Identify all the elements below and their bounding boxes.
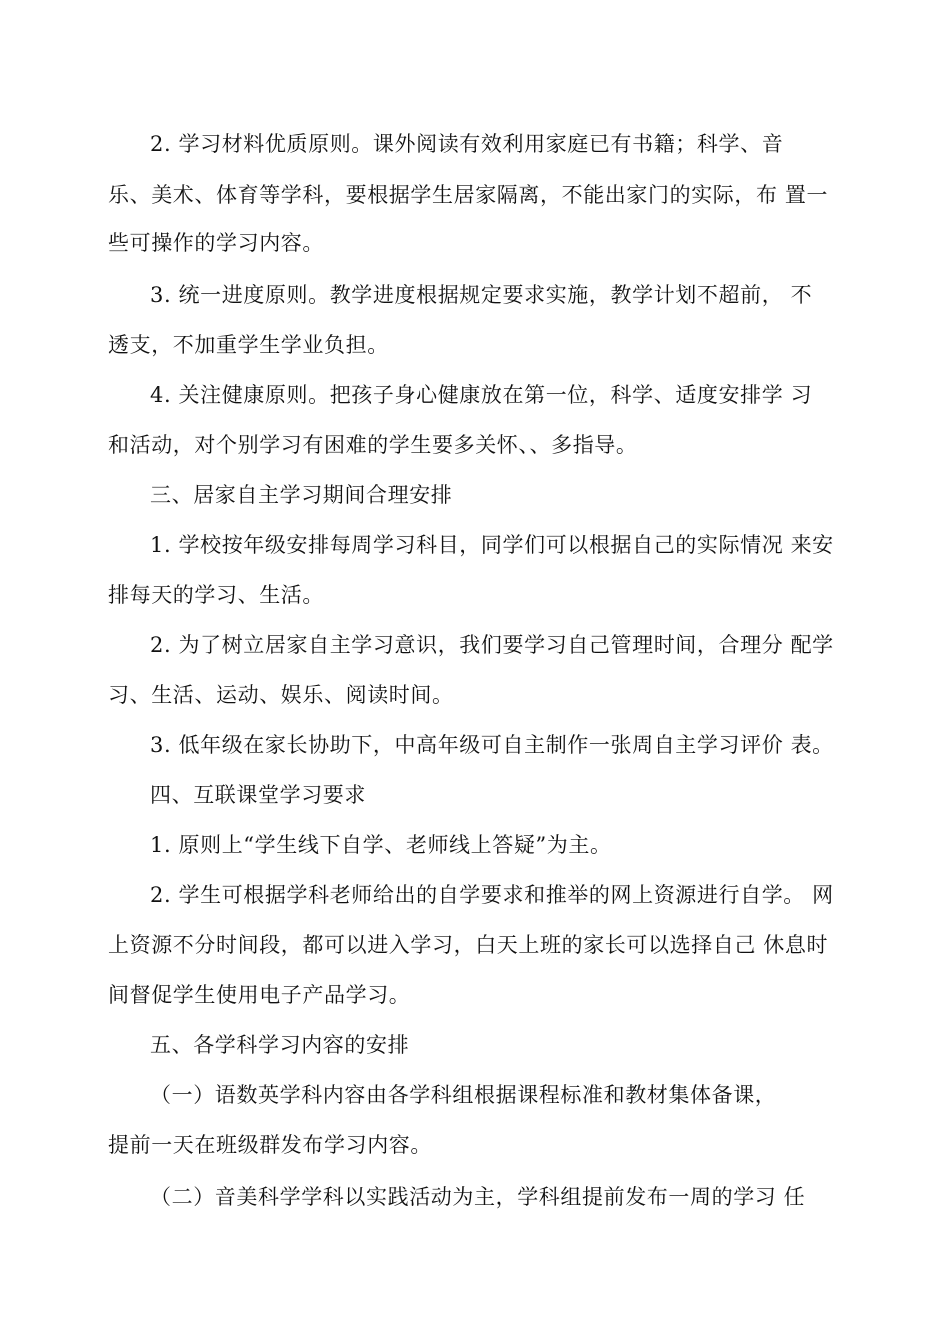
paragraph-line: 间督促学生使用电子产品学习。 xyxy=(108,983,411,1007)
paragraph-line: 和活动，对个别学习有困难的学生要多关怀、、多指导。 xyxy=(108,433,638,457)
paragraph-line: 透支，不加重学生学业负担。 xyxy=(108,333,389,357)
paragraph-line: 上资源不分时间段，都可以进入学习，白天上班的家长可以选择自己 休息时 xyxy=(108,933,829,957)
paragraph-line: 1. 原则上“学生线下自学、老师线上答疑”为主。 xyxy=(150,833,612,857)
paragraph-line: 1. 学校按年级安排每周学习科目，同学们可以根据自己的实际情况 来安 xyxy=(150,533,834,557)
paragraph-line: 2. 学生可根据学科老师给出的自学要求和推举的网上资源进行自学。 网 xyxy=(150,883,834,907)
paragraph-line: 排每天的学习、生活。 xyxy=(108,583,324,607)
paragraph-line: （二）音美科学学科以实践活动为主，学科组提前发布一周的学习 任 xyxy=(150,1185,806,1209)
section-heading: 四、互联课堂学习要求 xyxy=(150,783,366,807)
paragraph-line: 4. 关注健康原则。把孩子身心健康放在第一位，科学、适度安排学 习 xyxy=(150,383,813,407)
section-heading: 五、各学科学习内容的安排 xyxy=(150,1033,410,1057)
section-heading: 三、居家自主学习期间合理安排 xyxy=(150,483,453,507)
paragraph-line: 提前一天在班级群发布学习内容。 xyxy=(108,1133,432,1157)
paragraph-line: （一）语数英学科内容由各学科组根据课程标准和教材集体备课， xyxy=(150,1083,777,1107)
paragraph-line: 2. 学习材料优质原则。课外阅读有效利用家庭已有书籍；科学、音 xyxy=(150,132,784,156)
paragraph-line: 3. 统一进度原则。教学进度根据规定要求实施，教学计划不超前， 不 xyxy=(150,283,813,307)
paragraph-line: 2. 为了树立居家自主学习意识，我们要学习自己管理时间，合理分 配学 xyxy=(150,633,834,657)
paragraph-line: 习、生活、运动、娱乐、阅读时间。 xyxy=(108,683,454,707)
paragraph-line: 乐、美术、体育等学科，要根据学生居家隔离，不能出家门的实际，布 置一 xyxy=(108,183,829,207)
paragraph-line: 3. 低年级在家长协助下，中高年级可自主制作一张周自主学习评价 表。 xyxy=(150,733,834,757)
paragraph-line: 些可操作的学习内容。 xyxy=(108,231,324,255)
